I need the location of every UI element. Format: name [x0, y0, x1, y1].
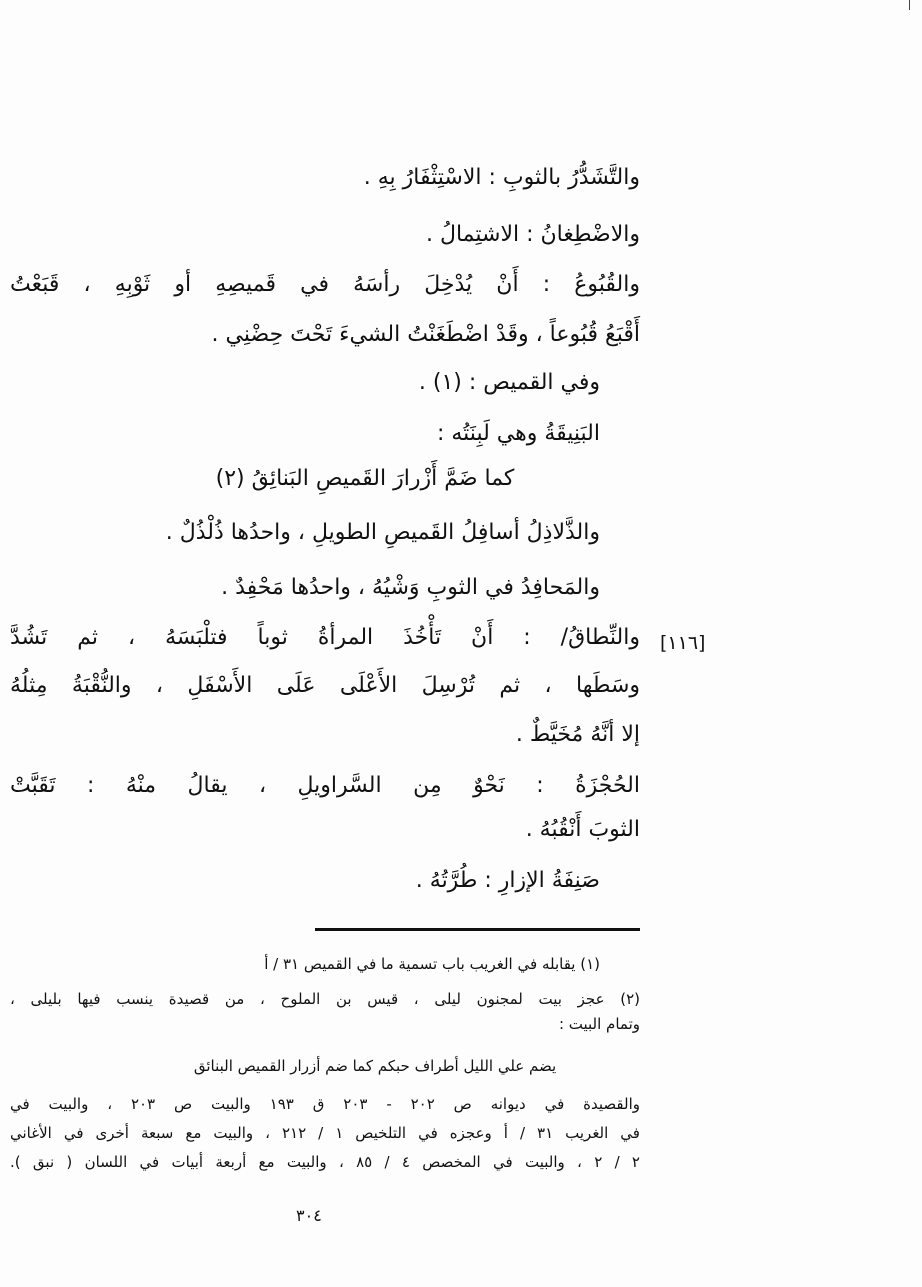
- text-line-5: وفي القميص : (١) .: [418, 370, 600, 395]
- text-line-3: والقُبُوعُ : أَنْ يُدْخِلَ رأسَهُ في قَميصِهِ أو ثَوْبِهِ ، قَبَعْتُ: [10, 272, 640, 297]
- footnote-rule: [315, 928, 640, 931]
- footnote-2-line-2: وتمام البيت :: [558, 1015, 640, 1033]
- text-line-9: والنِّطاقُ/ : أَنْ تَأْخُذَ المرأةُ ثوباً فتلْبَسَهُ ، ثم تَشُدَّ: [10, 625, 640, 650]
- text-line-2: والاضْطِغانُ : الاشتِمالُ .: [425, 222, 640, 247]
- verse-line: كما ضَمَّ أَزْرارَ القَميصِ البَنائِقُ (٢): [215, 466, 515, 491]
- scan-mark: [909, 0, 910, 10]
- page-number: ٣٠٤: [296, 1206, 322, 1225]
- margin-folio-ref: [١١٦]: [660, 632, 706, 654]
- text-line-11: إلا أنَّهُ مُخَيَّطٌ .: [515, 722, 640, 747]
- text-line-14: صَنِفَةُ الإزارِ : طُرَّتُهُ .: [415, 868, 600, 893]
- text-line-7: والذَّلاذِلُ أسافِلُ القَميصِ الطويلِ ، واحدُها ذُلْذُلٌ .: [165, 520, 600, 545]
- text-line-1: والتَّشَدُّرُ بالثوبِ : الاسْتِثْفَارُ بِهِ .: [363, 165, 640, 190]
- footnote-2-line-5: ٢ / ٢ ، والبيت في المخصص ٤ / ٨٥ ، والبيت مع أربعة أبيات في اللسان ( نبق ).: [10, 1153, 640, 1171]
- text-line-12: الحُجْزَةُ : نَحْوٌ مِن السَّراويلِ ، يقالُ منْهُ : تَقَبَّتْ: [10, 773, 640, 798]
- text-line-13: الثوبَ أَنْقُبُهُ .: [525, 817, 640, 842]
- text-line-10: وسَطَها ، ثم تُرْسِلَ الأَعْلَى عَلَى الأَسْفَلِ ، والنُّقْبَةُ مِثلُهُ: [10, 673, 640, 698]
- text-line-4: أَقْبَعُ قُبُوعاً ، وقَدْ اضْطَغَنْتُ الشيءَ تَحْتَ حِضْنِي .: [211, 322, 640, 347]
- text-line-6: البَنِيقَةُ وهي لَبِنَتُه :: [436, 421, 600, 446]
- footnote-verse: يضم علي الليل أطراف حبكم كما ضم أزرار القميص البنائق: [193, 1057, 557, 1075]
- footnote-2-line-3: والقصيدة في ديوانه ص ٢٠٢ - ٢٠٣ ق ١٩٣ والبيت ص ٢٠٣ ، والبيت في: [10, 1095, 640, 1113]
- footnote-2-line-4: في الغريب ٣١ / أ وعجزه في التلخيص ١ / ٢١٢ ، والبيت مع سبعة أخرى في الأغاني: [10, 1124, 640, 1142]
- text-line-8: والمَحافِدُ في الثوبِ وَشْيُهُ ، واحدُها مَحْفِدٌ .: [221, 575, 600, 600]
- footnote-1: (١) يقابله في الغريب باب تسمية ما في القميص ٣١ / أ: [264, 955, 600, 973]
- footnote-2-line-1: (٢) عجز بيت لمجنون ليلى ، قيس بن الملوح ، من قصيدة ينسب فيها بليلى ،: [10, 990, 640, 1008]
